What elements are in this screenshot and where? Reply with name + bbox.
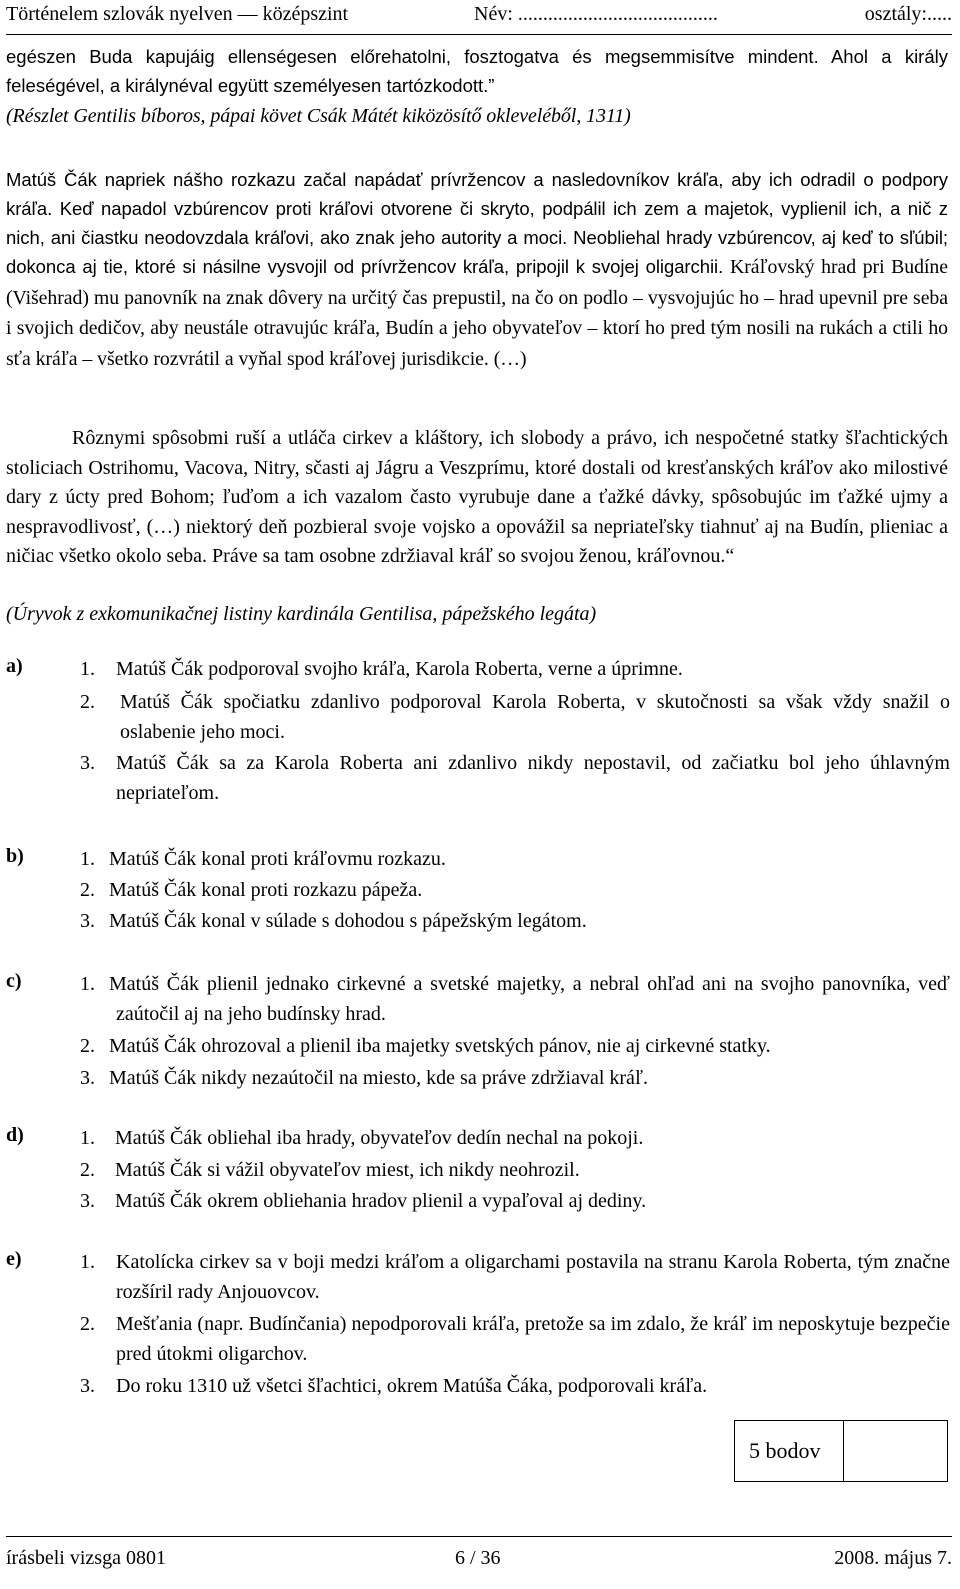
- header-subject: Történelem szlovák nyelven — középszint: [6, 3, 349, 25]
- option-text: Matúš Čák okrem obliehania hradov plienil a vypaľoval aj dediny.: [115, 1190, 647, 1212]
- option-text: Do roku 1310 už všetci šľachtici, okrem Matúša Čáka, podporovali kráľa.: [116, 1375, 708, 1397]
- option-number: 2.: [80, 691, 95, 713]
- slovak-paragraph-part1: Matúš Čák napriek nášho rozkazu začal napádať prívržencov a nasledovníkov kráľa, aby ich odradil o podpory kráľa. Keď napadol vzbúrencov proti kráľovi otvorene či skryto, podpálil ich zem a majetok, vyplienil ich, a nič z nich, ani čiastku neodovzdala kráľovi, ako znak jeho autority a moci. Neobliehal hrady vzbúrencov, aj keď to sľúbil; dokonca aj tie, ktoré si násilne vysvojil od prívržencov kráľa, pripojil k svojej oligarchii.: [6, 169, 948, 277]
- question-letter-c: c): [6, 970, 22, 992]
- question-e-option-3: [80, 1372, 950, 1402]
- option-number: 3.: [80, 752, 95, 774]
- option-text: Katolícka cirkev sa v boji medzi kráľom a oligarchami postavila na stranu Karola Roberta, tým značne rozšíril rady Anjouovcov.: [116, 1251, 950, 1303]
- option-text: Matúš Čák ohrozoval a plienil iba majetky svetských pánov, nie aj cirkevné statky.: [109, 1035, 771, 1057]
- option-number: 3.: [80, 1190, 95, 1212]
- question-letter-e: e): [6, 1248, 22, 1270]
- question-b-option-2: [80, 876, 950, 906]
- option-text: Matúš Čák plienil jednako cirkevné a svetské majetky, a nebral ohľad ani na svojho panovníka, veď zaútočil aj na jeho budínsky hrad.: [109, 973, 950, 1025]
- question-c-option-1: [80, 970, 950, 1029]
- question-d-option-3: [80, 1187, 950, 1217]
- option-number: 1.: [80, 1251, 95, 1273]
- question-letter-b: b): [6, 845, 24, 867]
- slovak-source-paragraph: [6, 165, 948, 374]
- option-number: 2.: [80, 1313, 95, 1335]
- question-b-option-3: [80, 907, 950, 937]
- question-c-option-3: [80, 1064, 950, 1094]
- option-number: 1.: [80, 1127, 95, 1149]
- header-name-field: Név: ........................................: [474, 3, 718, 25]
- slovak-source-paragraph-2: Rôznymi spôsobmi ruší a utláča cirkev a kláštory, ich slobody a právo, ich nespočetné statky šľachtických stoliciach Ostrihomu, Vacova, Nitry, sčasti aj Jágru a Veszprímu, ktoré dostali od kresťanských kráľov ako milostivé dary z úcty pred Bohom; ľuďom a ich vazalom často vyrubuje dane a ťažké dávky, spôsobujúc im ťažké ujmy a nespravodlivosť, (…) niektorý deň pozbieral svoje vojsko a opovážil sa nepriateľsky tiahnuť aj na Budín, plieniac a ničiac všetko okolo seba. Práve sa tam osobne zdržiaval kráľ so svojou ženou, kráľovnou.“: [6, 427, 948, 567]
- option-text: Mešťania (napr. Budínčania) nepodporovali kráľa, pretože sa im zdalo, že kráľ im neposkytuje bezpečie pred útokmi oligarchov.: [116, 1313, 950, 1365]
- option-text: Matúš Čák konal proti rozkazu pápeža.: [109, 879, 423, 901]
- option-text: Matúš Čák sa za Karola Roberta ani zdanlivo nikdy nepostavil, od začiatku bol jeho úhlavným nepriateľom.: [116, 752, 950, 804]
- hungarian-source-citation: (Részlet Gentilis bíboros, pápai követ Csák Mátét kiközösítő okleveléből, 1311): [6, 105, 631, 127]
- question-a-option-1: [80, 655, 950, 685]
- page-footer: [6, 1543, 952, 1573]
- option-number: 1.: [80, 973, 95, 995]
- option-number: 2.: [80, 879, 95, 901]
- header-class-field: osztály:.....: [864, 3, 952, 25]
- option-text: Matúš Čák konal proti kráľovmu rozkazu.: [109, 848, 446, 870]
- footer-rule: [6, 1536, 952, 1537]
- slovak-source-citation: (Úryvok z exkomunikačnej listiny kardinála Gentilisa, pápežského legáta): [6, 603, 597, 625]
- question-letter-a: a): [6, 655, 23, 677]
- question-d-option-2: [80, 1156, 950, 1186]
- footer-exam-code: írásbeli vizsga 0801: [6, 1547, 166, 1569]
- option-number: 3.: [80, 1067, 95, 1089]
- question-e-option-1: [80, 1248, 950, 1307]
- option-text: Matúš Čák podporoval svojho kráľa, Karola Roberta, verne a úprimne.: [116, 658, 683, 680]
- question-a-option-3: [80, 749, 950, 808]
- question-b-option-1: [80, 845, 950, 875]
- option-text: Matúš Čák nikdy nezaútočil na miesto, kde sa práve zdržiaval kráľ.: [109, 1067, 649, 1089]
- question-letter-d: d): [6, 1124, 24, 1146]
- question-d-option-1: [80, 1124, 950, 1154]
- header-rule: [6, 34, 952, 35]
- footer-page-number: 6 / 36: [455, 1547, 501, 1569]
- points-score-box[interactable]: [844, 1420, 948, 1482]
- option-text: Matúš Čák si vážil obyvateľov miest, ich nikdy neohrozil.: [115, 1159, 580, 1181]
- hungarian-source-text: egészen Buda kapujáig ellenségesen előrehatolni, fosztogatva és megsemmisítve mindent. Ahol a király feleségével, a királynéval együtt személyesen tartózkodott.”: [6, 46, 948, 96]
- option-number: 3.: [80, 910, 95, 932]
- question-c-option-2: [80, 1032, 950, 1062]
- option-number: 2.: [80, 1035, 95, 1057]
- footer-date: 2008. május 7.: [834, 1547, 952, 1569]
- question-e-option-2: [80, 1310, 950, 1369]
- option-text: Matúš Čák obliehal iba hrady, obyvateľov dedín nechal na pokoji.: [115, 1127, 644, 1149]
- points-label-box: 5 bodov: [734, 1420, 844, 1482]
- option-number: 1.: [80, 658, 95, 680]
- option-number: 2.: [80, 1159, 95, 1181]
- slovak-paragraph-part2: Kráľovský hrad pri Budíne (Višehrad) mu panovník na znak dôvery na určitý čas prepustil, na čo on podlo – vysvojujúc ho – hrad upevnil pre seba i svojich dedičov, aby neustále otravujúc kráľa, Budín a jeho obyvateľov – ktorí ho pred tým nosili na rukách a ctili ho sťa kráľa – všetko rozvrátil a vyňal spod kráľovej jurisdikcie. (…): [6, 256, 948, 370]
- option-number: 1.: [80, 848, 95, 870]
- option-text: Matúš Čák konal v súlade s dohodou s pápežským legátom.: [109, 910, 587, 932]
- page-header: [6, 0, 952, 36]
- question-a-option-2: [80, 688, 950, 747]
- option-text: Matúš Čák spočiatku zdanlivo podporoval Karola Roberta, v skutočnosti sa však vždy snažil o oslabenie jeho moci.: [120, 691, 950, 743]
- option-number: 3.: [80, 1375, 95, 1397]
